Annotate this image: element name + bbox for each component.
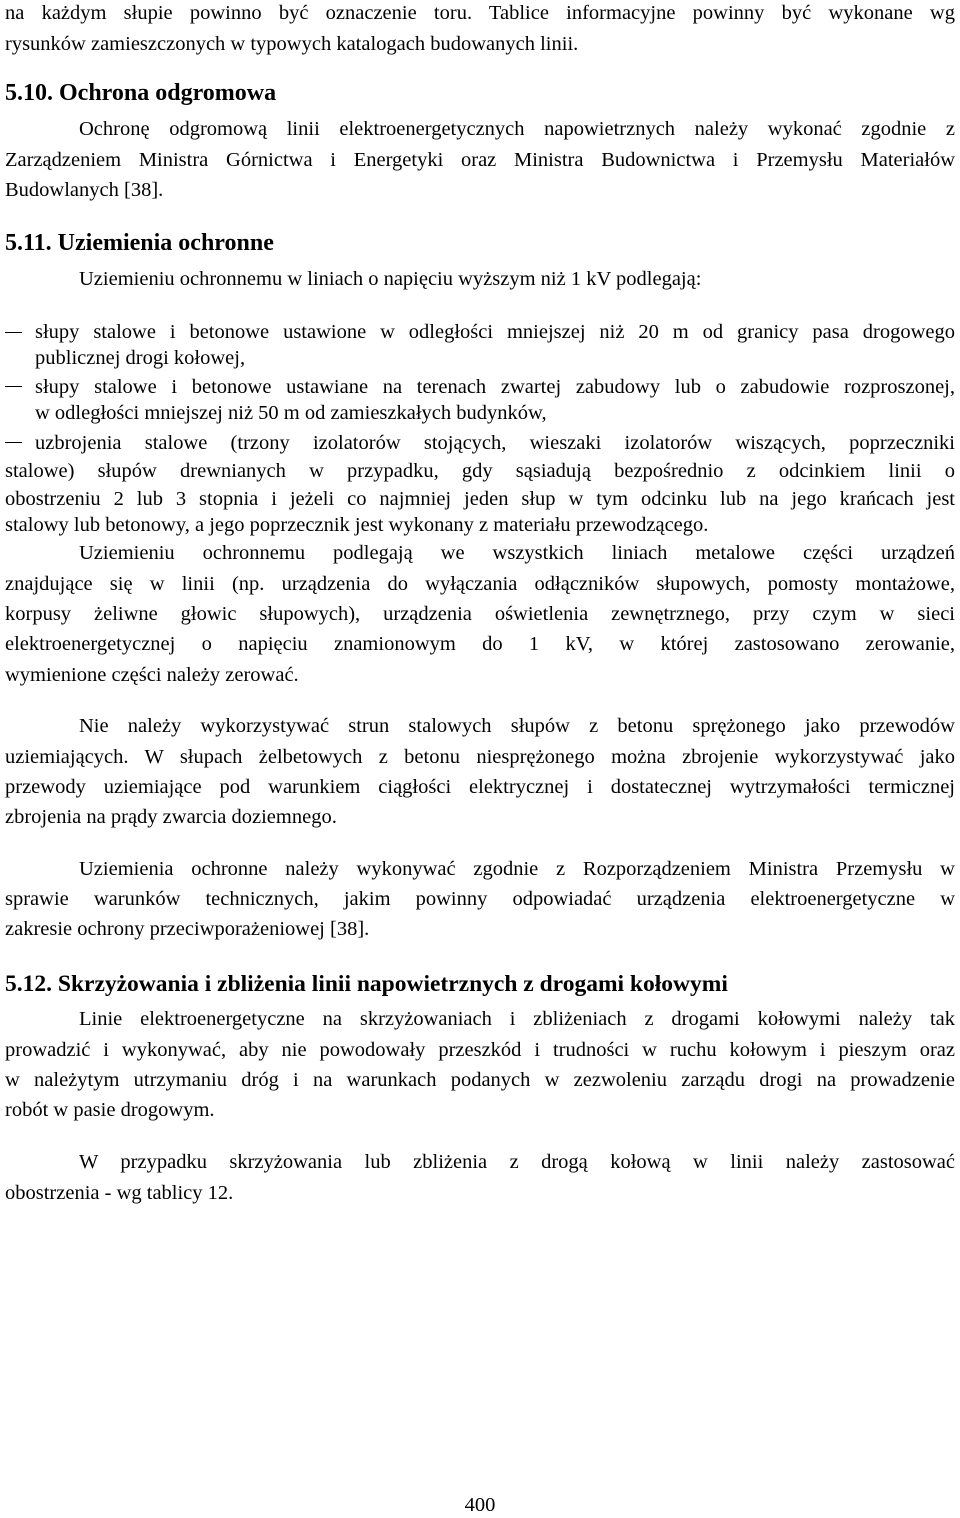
text-line: uziemiających. W słupach żelbetowych z betonu niesprężonego można zbrojenie wykorzystywać jako [5,746,955,768]
page-number: 400 [464,1494,496,1516]
section-heading: 5.12. Skrzyżowania i zbliżenia linii napowietrznych z drogami kołowymi [5,971,728,997]
list-item: obostrzeniu 2 lub 3 stopnia i jeżeli co najmniej jeden słup w tym odcinku lub na jego krańcach jest [5,488,955,510]
list-item: uzbrojenia stalowe (trzony izolatorów stojących, wieszaki izolatorów wiszących, poprzeczniki [35,432,955,454]
text-line: zakresie ochrony przeciwporażeniowej [38]. [5,918,370,940]
list-item: słupy stalowe i betonowe ustawiane na terenach zwartej zabudowy lub o zabudowie rozproszonej, [35,376,955,398]
list-item: w odległości mniejszej niż 50 m od zamieszkałych budynków, [35,402,547,424]
text-line: korpusy żeliwne głowic słupowych), urządzenia oświetlenia zewnętrznego, przy czym w sieci [5,603,955,625]
list-item: słupy stalowe i betonowe ustawione w odległości mniejszej niż 20 m od granicy pasa drogowego [35,321,955,343]
text-line: Linie elektroenergetyczne na skrzyżowaniach i zbliżeniach z drogami kołowymi należy tak [79,1008,955,1030]
text-line: zbrojenia na prądy zwarcia doziemnego. [5,806,337,828]
text-line: w należytym utrzymaniu dróg i na warunkach podanych w zezwoleniu zarządu drogi na prowadzenie [5,1069,955,1091]
text-line: wymienione części należy zerować. [5,664,299,686]
text-line: obostrzenia - wg tablicy 12. [5,1182,234,1204]
list-bullet [5,332,22,333]
section-heading: 5.11. Uziemienia ochronne [5,230,274,256]
text-line: rysunków zamieszczonych w typowych katalogach budowanych linii. [5,33,579,55]
text-line: Nie należy wykorzystywać strun stalowych słupów z betonu sprężonego jako przewodów [79,715,955,737]
list-bullet [5,386,22,387]
text-line: Zarządzeniem Ministra Górnictwa i Energetyki oraz Ministra Budownictwa i Przemysłu Materiałów [5,149,955,171]
text-line: sprawie warunków technicznych, jakim powinny odpowiadać urządzenia elektroenergetyczne w [5,888,955,910]
list-item: stalowy lub betonowy, a jego poprzecznik jest wykonany z materiału przewodzącego. [5,514,709,536]
text-line: Budowlanych [38]. [5,179,164,201]
text-line: na każdym słupie powinno być oznaczenie toru. Tablice informacyjne powinny być wykonane wg [5,2,955,24]
text-line: Uziemieniu ochronnemu podlegają we wszystkich liniach metalowe części urządzeń [79,542,955,564]
section-heading: 5.10. Ochrona odgromowa [5,80,277,106]
list-bullet [5,442,22,443]
text-line: znajdujące się w linii (np. urządzenia do wyłączania odłączników słupowych, pomosty montażowe, [5,573,955,595]
text-line: Uziemieniu ochronnemu w liniach o napięciu wyższym niż 1 kV podlegają: [79,268,702,290]
text-line: robót w pasie drogowym. [5,1099,215,1121]
text-line: Uziemienia ochronne należy wykonywać zgodnie z Rozporządzeniem Ministra Przemysłu w [79,858,955,880]
text-line: przewody uziemiające pod warunkiem ciągłości elektrycznej i dostatecznej wytrzymałości termicznej [5,776,955,798]
text-line: prowadzić i wykonywać, aby nie powodowały przeszkód i trudności w ruchu kołowym i pieszym oraz [5,1039,955,1061]
list-item: publicznej drogi kołowej, [35,347,246,369]
text-line: elektroenergetycznej o napięciu znamionowym do 1 kV, w której zastosowano zerowanie, [5,633,955,655]
list-item: stalowe) słupów drewnianych w przypadku, gdy sąsiadują bezpośrednio z odcinkiem linii o [5,460,955,482]
text-line: Ochronę odgromową linii elektroenergetycznych napowietrznych należy wykonać zgodnie z [79,118,955,140]
text-line: W przypadku skrzyżowania lub zbliżenia z drogą kołową w linii należy zastosować [79,1151,955,1173]
